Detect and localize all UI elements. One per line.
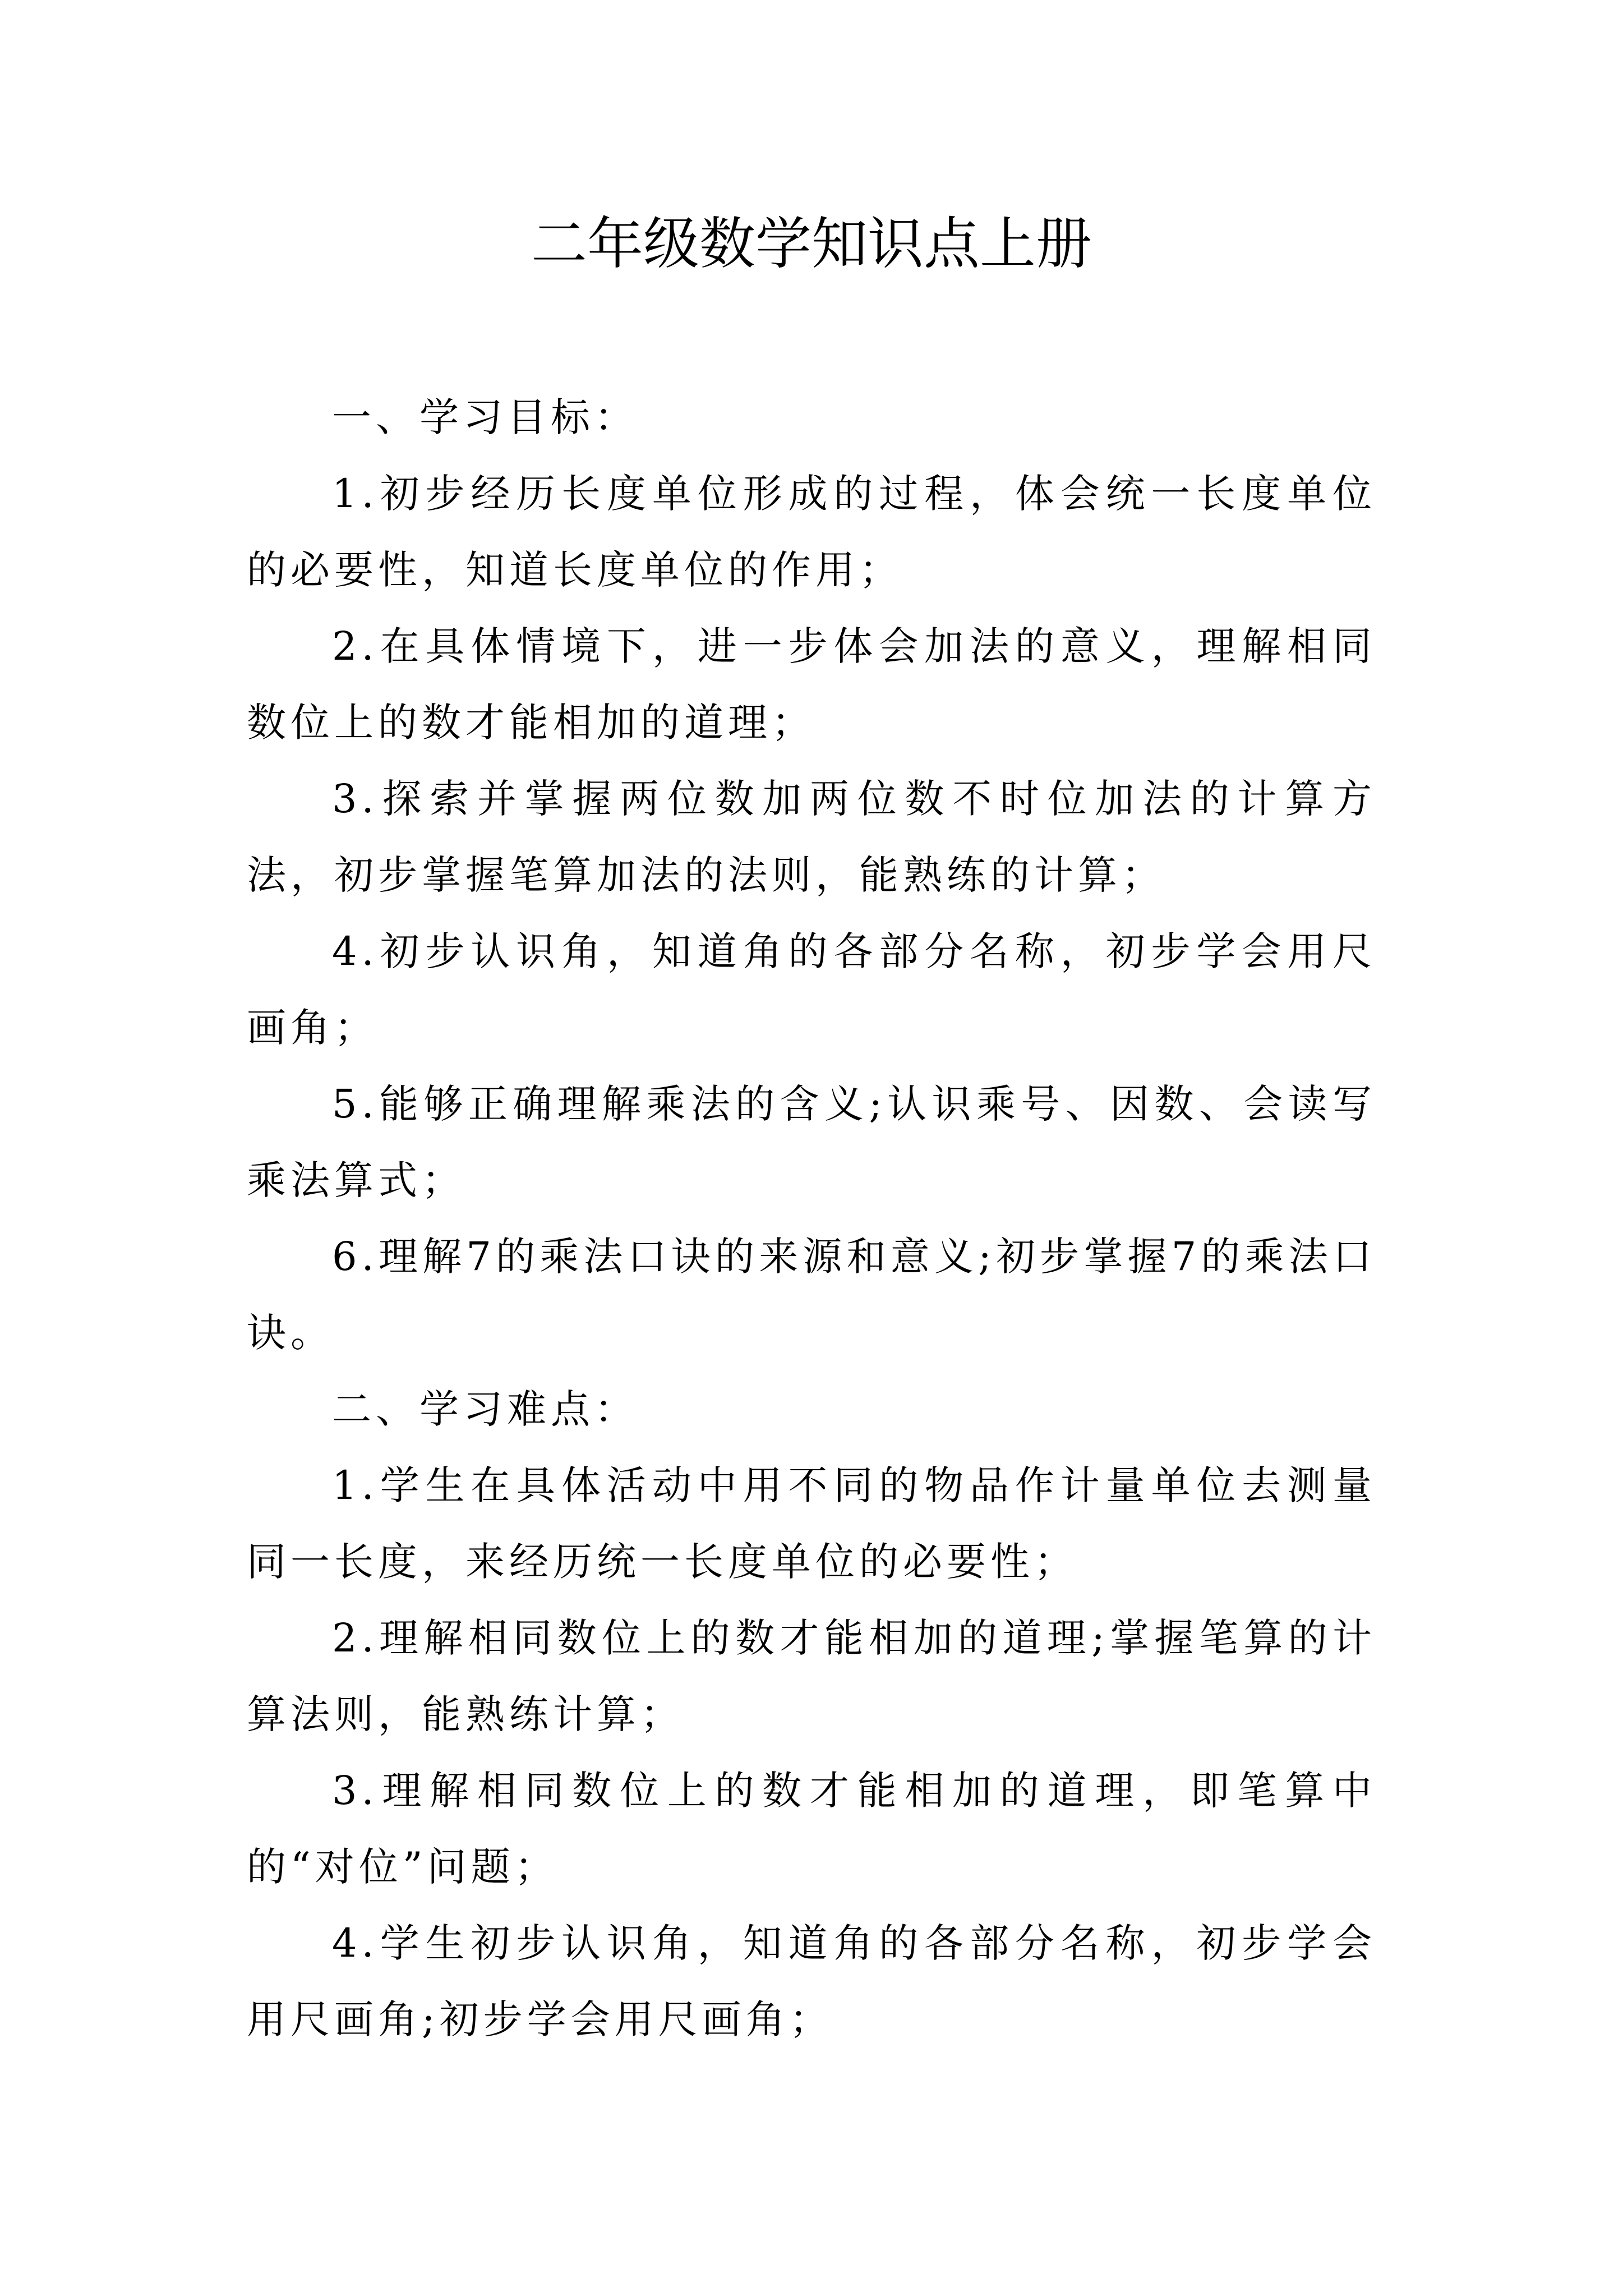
difficulty-item: 2.理解相同数位上的数才能相加的道理;掌握笔算的计算法则，能熟练计算；: [247, 1615, 1376, 1737]
goal-item: 6.理解7的乘法口诀的来源和意义;初步掌握7的乘法口诀。: [247, 1234, 1376, 1356]
document-body: [247, 379, 1376, 2058]
section-heading-goals: 一、学习目标：: [332, 394, 638, 440]
goal-item: 4.初步认识角，知道角的各部分名称，初步学会用尺画角；: [247, 928, 1376, 1051]
goal-item: 5.能够正确理解乘法的含义;认识乘号、因数、会读写乘法算式；: [247, 1081, 1376, 1203]
goal-item: 2.在具体情境下，进一步体会加法的意义，理解相同数位上的数才能相加的道理；: [247, 623, 1376, 746]
page-title: 二年级数学知识点上册: [531, 211, 1092, 277]
difficulty-item: 3.理解相同数位上的数才能相加的道理，即笔算中的“对位”问题；: [247, 1768, 1376, 1890]
goal-item: 1.初步经历长度单位形成的过程，体会统一长度单位的必要性，知道长度单位的作用；: [247, 471, 1376, 593]
goal-item: 3.探索并掌握两位数加两位数不时位加法的计算方法，初步掌握笔算加法的法则，能熟练的计算；: [247, 776, 1376, 898]
difficulty-item: 4.学生初步认识角，知道角的各部分名称，初步学会用尺画角;初步学会用尺画角；: [247, 1920, 1376, 2042]
difficulty-item: 1.学生在具体活动中用不同的物品作计量单位去测量同一长度，来经历统一长度单位的必要性；: [247, 1462, 1376, 1585]
section-heading-difficulties: 二、学习难点：: [332, 1386, 638, 1432]
